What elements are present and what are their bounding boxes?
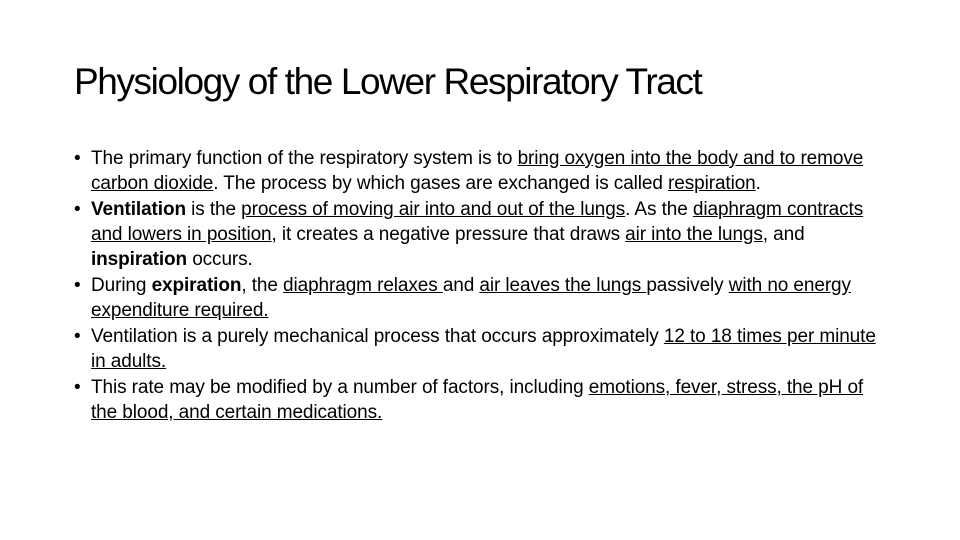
slide-title: Physiology of the Lower Respiratory Tract bbox=[74, 61, 702, 102]
bullet-text: This rate may be modified by a number of factors, including bbox=[91, 377, 589, 398]
underlined-text: respiration bbox=[668, 173, 756, 194]
bullet-marker: • bbox=[74, 148, 81, 169]
underlined-text: emotions, fever, stress, the pH of the blood, and certain medications. bbox=[91, 377, 864, 423]
bullet-marker: • bbox=[74, 199, 81, 220]
bullet-text: , it creates a negative pressure that draws bbox=[271, 224, 626, 245]
bullet-text: The primary function of the respiratory system is to bbox=[91, 148, 518, 169]
bullet-item bbox=[74, 375, 894, 425]
bullet-text: . As the bbox=[625, 199, 693, 220]
bullet-text: During bbox=[91, 275, 152, 296]
bullet-marker: • bbox=[74, 326, 81, 347]
bullet-text: occurs. bbox=[187, 249, 253, 270]
bullet-text: and bbox=[442, 275, 480, 296]
underlined-text: 12 to 18 times per minute in adults. bbox=[91, 326, 876, 372]
bullet-list bbox=[74, 146, 894, 426]
bullet-text: , the bbox=[241, 275, 284, 296]
underlined-text: process of moving air into and out of the lungs bbox=[241, 199, 626, 220]
underlined-text: diaphragm relaxes bbox=[283, 275, 443, 296]
bullet-text: , and bbox=[762, 224, 805, 245]
bullet-text: passively bbox=[646, 275, 729, 296]
underlined-text: air leaves the lungs bbox=[479, 275, 647, 296]
bullet-item bbox=[74, 324, 894, 374]
underlined-text: bring oxygen into the body and to remove carbon dioxide bbox=[91, 148, 864, 194]
bullet-item bbox=[74, 146, 894, 196]
bullet-text: Ventilation is a purely mechanical process that occurs approximately bbox=[91, 326, 664, 347]
bullet-item bbox=[74, 197, 894, 272]
bold-term: Ventilation bbox=[91, 199, 186, 220]
underlined-text: with no energy expenditure required. bbox=[91, 275, 851, 321]
bullet-text: . The process by which gases are exchanged is called bbox=[213, 173, 669, 194]
underlined-text: diaphragm contracts and lowers in position bbox=[91, 199, 864, 245]
bullet-text: . bbox=[755, 173, 761, 194]
bullet-marker: • bbox=[74, 275, 81, 296]
bullet-text: is the bbox=[185, 199, 242, 220]
bullet-marker: • bbox=[74, 377, 81, 398]
bullet-item bbox=[74, 273, 894, 323]
bold-term: expiration bbox=[151, 275, 242, 296]
bold-term: inspiration bbox=[91, 249, 188, 270]
underlined-text: air into the lungs bbox=[625, 224, 763, 245]
